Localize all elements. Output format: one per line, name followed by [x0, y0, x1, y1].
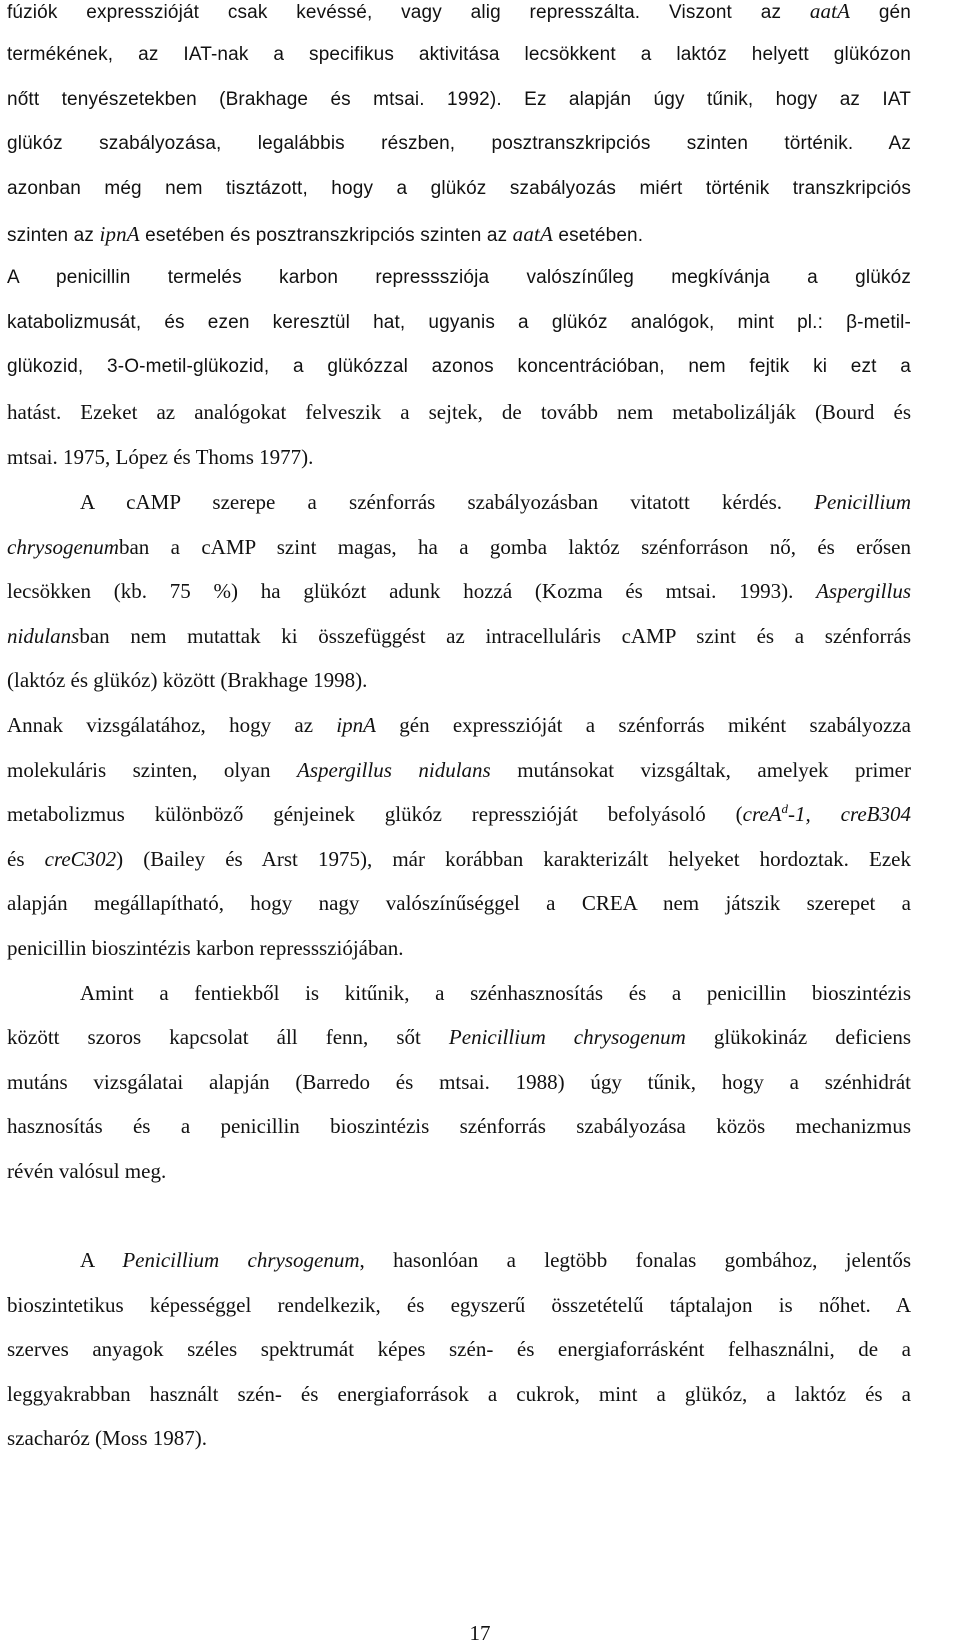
text-line: lecsökken (kb. 75 %) ha glükózt adunk hozzá (Kozma és mtsai. 1993). Aspergillus	[7, 579, 911, 603]
text-line: között szoros kapcsolat áll fenn, sőt Penicillium chrysogenum glükokináz deficiens	[7, 1025, 911, 1049]
text-line: szinten az ipnA esetében és posztranszkripciós szinten az aatA esetében.	[7, 222, 644, 246]
text-line: révén valósul meg.	[7, 1159, 167, 1183]
text-line: hatást. Ezeket az analógokat felveszik a sejtek, de tovább nem metabolizálják (Bourd és	[7, 400, 911, 424]
text-line: nidulansban nem mutattak ki összefüggést az intracelluláris cAMP szint és a szénforrás	[7, 624, 911, 648]
text-line: és creC302) (Bailey és Arst 1975), már korábban karakterizált helyeket hordoztak. Ezek	[7, 847, 911, 871]
page-number: 17	[469, 1621, 491, 1645]
text-line: glükóz szabályozása, legalábbis részben, posztranszkripciós szinten történik. Az	[7, 133, 911, 154]
text-line: szerves anyagok széles spektrumát képes szén- és energiaforrásként felhasználni, de a	[7, 1337, 911, 1361]
text-line: penicillin bioszintézis karbon represssziójában.	[7, 936, 404, 960]
text-line: A cAMP szerepe a szénforrás szabályozásban vitatott kérdés. Penicillium	[80, 490, 911, 514]
text-line: szacharóz (Moss 1987).	[7, 1426, 208, 1450]
text-line: alapján megállapítható, hogy nagy valószínűséggel a CREA nem játszik szerepet a	[7, 891, 911, 915]
text-line: metabolizmus különböző génjeinek glükóz represszióját befolyásoló (creA$^d$-1, creB304	[7, 801, 911, 826]
text-line: mutáns vizsgálatai alapján (Barredo és mtsai. 1988) úgy tűnik, hogy a szénhidrát	[7, 1070, 911, 1094]
text-line: glükozid, 3-O-metil-glükozid, a glükózzal azonos koncentrációban, nem fejtik ki ezt a	[7, 356, 911, 377]
text-line: Annak vizsgálatához, hogy az ipnA gén expresszióját a szénforrás miként szabályozza	[7, 713, 911, 737]
text-line: chrysogenumban a cAMP szint magas, ha a gomba laktóz szénforráson nő, és erősen	[7, 535, 911, 559]
text-line: mtsai. 1975, López és Thoms 1977).	[7, 445, 314, 469]
text-line: A Penicillium chrysogenum, hasonlóan a legtöbb fonalas gombához, jelentős	[80, 1248, 911, 1272]
text-line: fúziók expresszióját csak kevéssé, vagy alig represszálta. Viszont az aatA gén	[7, 0, 911, 23]
text-line: nőtt tenyészetekben (Brakhage és mtsai. 1992). Ez alapján úgy tűnik, hogy az IAT	[7, 89, 911, 110]
text-line: bioszintetikus képességgel rendelkezik, és egyszerű összetételű táptalajon is nőhet. A	[7, 1293, 911, 1317]
text-line: leggyakrabban használt szén- és energiaforrások a cukrok, mint a glükóz, a laktóz és a	[7, 1382, 911, 1406]
text-line: A penicillin termelés karbon represssziója valószínűleg megkívánja a glükóz	[7, 267, 911, 288]
text-line: termékének, az IAT-nak a specifikus aktivitása lecsökkent a laktóz helyett glükózon	[7, 44, 911, 65]
text-line: (laktóz és glükóz) között (Brakhage 1998).	[7, 668, 368, 692]
text-line: Amint a fentiekből is kitűnik, a szénhasznosítás és a penicillin bioszintézis	[80, 981, 911, 1005]
text-line: azonban még nem tisztázott, hogy a glükóz szabályozás miért történik transzkripciós	[7, 178, 911, 199]
text-line: hasznosítás és a penicillin bioszintézis szénforrás szabályozása közös mechanizmus	[7, 1114, 911, 1138]
text-line: katabolizmusát, és ezen keresztül hat, ugyanis a glükóz analógok, mint pl.: β-metil-	[7, 312, 911, 333]
text-line: molekuláris szinten, olyan Aspergillus nidulans mutánsokat vizsgáltak, amelyek primer	[7, 758, 911, 782]
